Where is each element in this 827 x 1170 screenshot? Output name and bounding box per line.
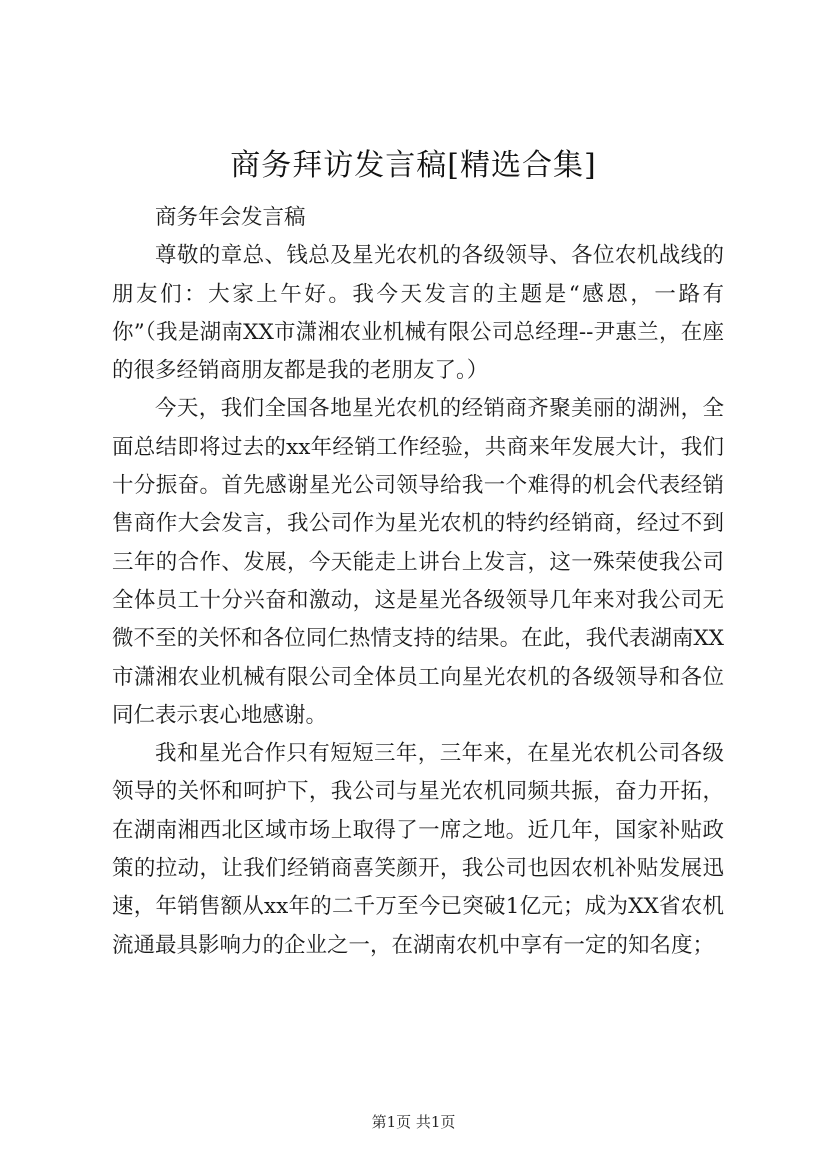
paragraph-cooperation: 我和星光合作只有短短三年，三年来，在星光农机公司各级领导的关怀和呵护下，我公司与星光农机同频共振，奋力开拓，在湖南湘西北区域市场上取得了一席之地。近几年，国家补贴政策的拉动，让我们经销商喜笑颜开，我公司也因农机补贴发展迅速，年销售额从xx年的二千万至今已突破1亿元；成为XX省农机流通最具影响力的企业之一，在湖南农机中享有一定的知名度； <box>112 741 724 958</box>
document-title: 商务拜访发言稿[精选合集] <box>230 148 597 183</box>
paragraph-subtitle: 商务年会发言稿 <box>155 205 306 230</box>
paragraph-today: 今天，我们全国各地星光农机的经销商齐聚美丽的湖洲，全面总结即将过去的xx年经销工作经验，共商来年发展大计，我们十分振奋。首先感谢星光公司领导给我一个难得的机会代表经销售商作大会发言，我公司作为星光农机的特约经销商，经过不到三年的合作、发展，今天能走上讲台上发言，这一殊荣使我公司全体员工十分兴奋和激动，这是星光各级领导几年来对我公司无微不至的关怀和各位同仁热情支持的结果。在此，我代表湖南XX市潇湘农业机械有限公司全体员工向星光农机的各级领导和各位同仁表示衷心地感谢。 <box>112 396 724 728</box>
page-number-footer: 第1页 共1页 <box>371 1113 456 1131</box>
paragraph-greeting: 尊敬的章总、钱总及星光农机的各级领导、各位农机战线的朋友们：大家上午好。我今天发言的主题是“感恩，一路有你”（我是湖南XX市潇湘农业机械有限公司总经理--尹惠兰，在座的很多经销商朋友都是我的老朋友了。） <box>112 243 724 384</box>
document-body <box>112 199 724 965</box>
